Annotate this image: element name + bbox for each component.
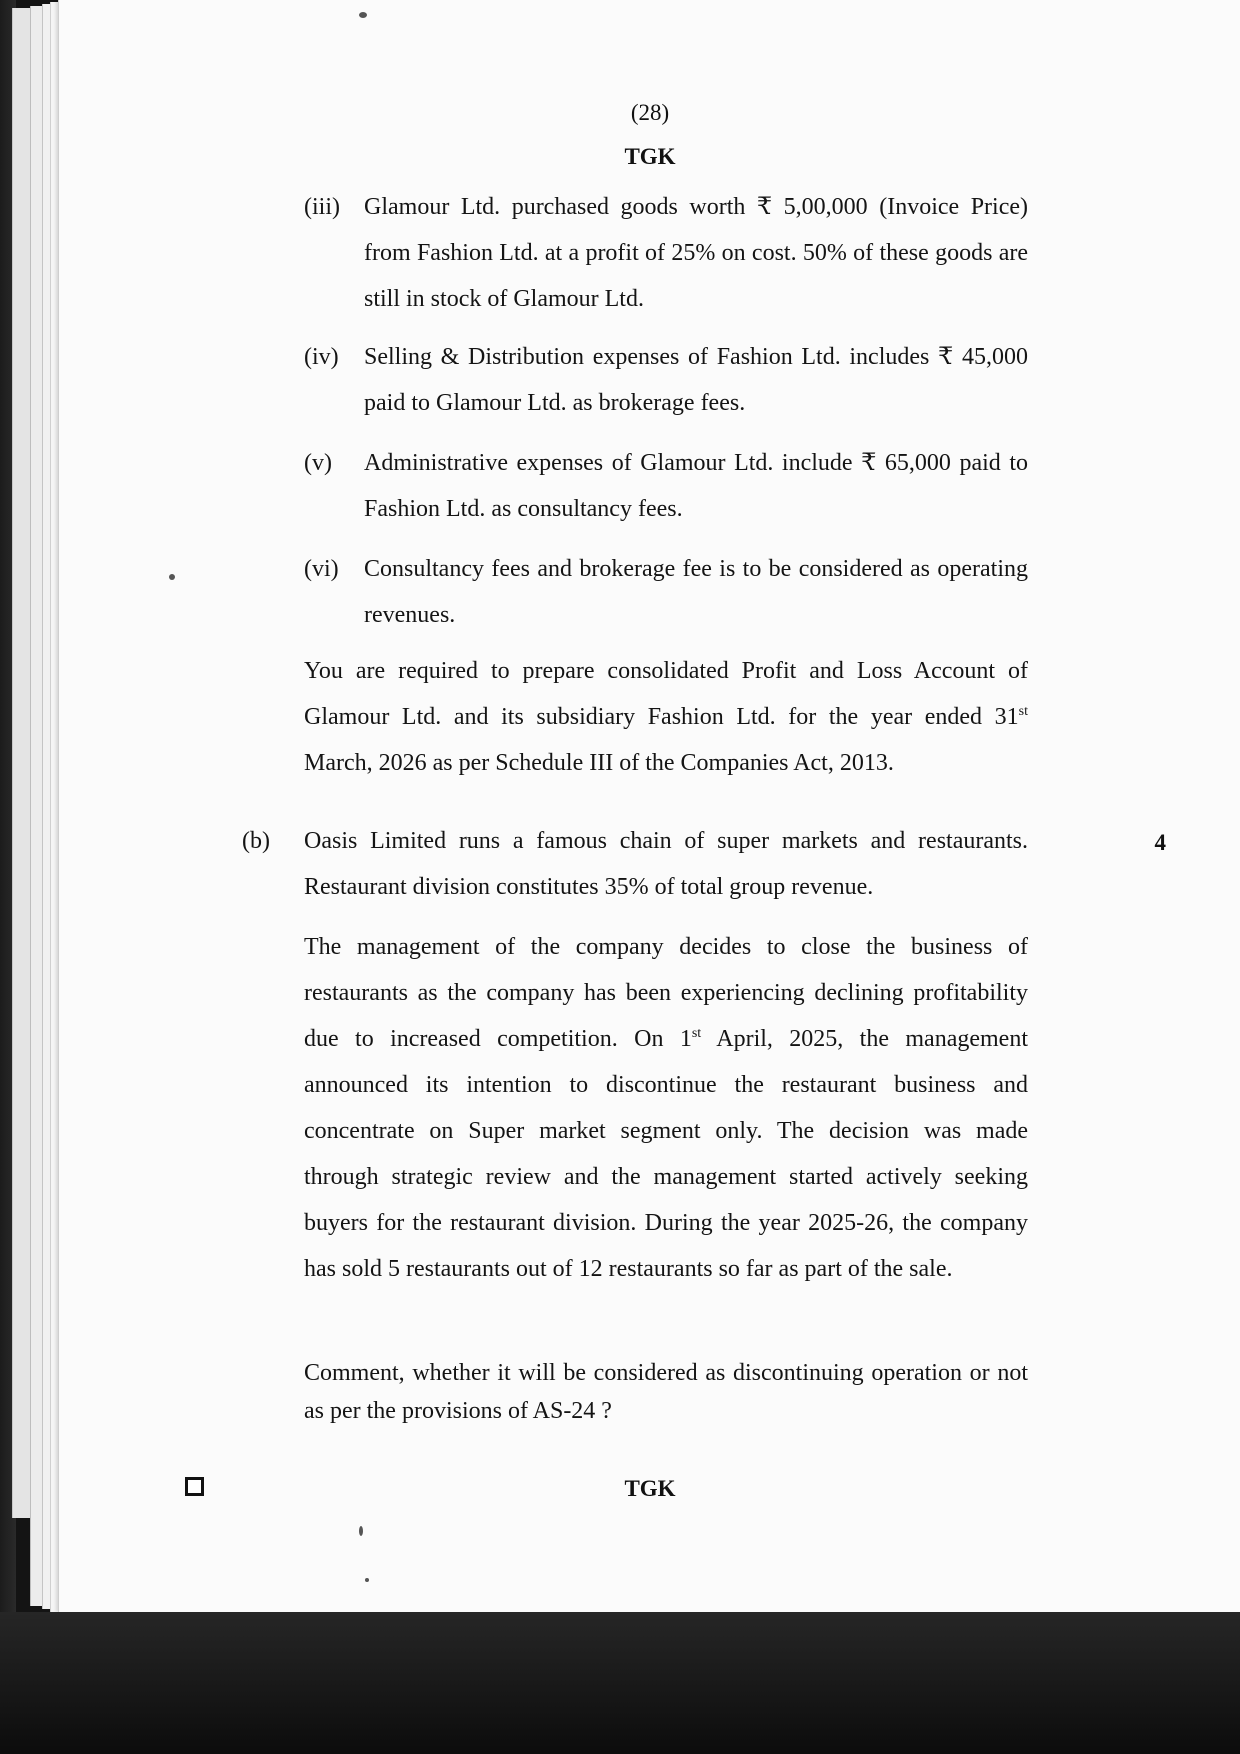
page-number: (28) (630, 100, 670, 125)
item-text: Selling & Distribution expenses of Fashion Ltd. includes ₹ 45,000 paid to Glamour Ltd. as brokerage fees. (364, 344, 1028, 416)
exam-page (58, 0, 1240, 1612)
marks: 4 (1154, 830, 1166, 855)
page-header-code: TGK (624, 144, 676, 169)
part-b-label: (b) (242, 828, 270, 854)
item-number: (vi) (304, 556, 339, 582)
item-text: Glamour Ltd. purchased goods worth ₹ 5,00,000 (Invoice Price) from Fashion Ltd. at a profit of 25% on cost. 50% of these goods are still in stock of Glamour Ltd. (364, 194, 1028, 312)
item-text: Consultancy fees and brokerage fee is to be considered as operating revenues. (364, 556, 1028, 628)
part-b-intro: Oasis Limited runs a famous chain of super markets and restaurants. Restaurant division constitutes 35% of total group revenue. (304, 828, 1028, 900)
item-number: (v) (304, 450, 332, 476)
scan-speck (359, 1526, 363, 1536)
scan-speck (169, 574, 175, 580)
requirement-paragraph: You are required to prepare consolidated Profit and Loss Account of Glamour Ltd. and its subsidiary Fashion Ltd. for the year ended 31st March, 2026 as per Schedule III of the Companies Act, 2013. (304, 658, 1028, 776)
scan-speck (359, 12, 367, 18)
scan-bottom-edge (0, 1612, 1240, 1754)
page-footer-code: TGK (624, 1476, 676, 1501)
scan-speck (365, 1578, 369, 1582)
item-number: (iii) (304, 194, 340, 220)
item-text: Administrative expenses of Glamour Ltd. include ₹ 65,000 paid to Fashion Ltd. as consultancy fees. (364, 450, 1028, 522)
part-b-case: The management of the company decides to close the business of restaurants as the company has been experiencing declining profitability due to increased competition. On 1st April, 2025, the management announced its intention to discontinue the restaurant business and concentrate on Super market segment only. The decision was made through strategic review and the management started actively seeking buyers for the restaurant division. During the year 2025-26, the company has sold 5 restaurants out of 12 restaurants so far as part of the sale. (304, 934, 1028, 1282)
part-b-question: Comment, whether it will be considered as discontinuing operation or not as per the provisions of AS-24 ? (304, 1360, 1028, 1424)
item-number: (iv) (304, 344, 339, 370)
